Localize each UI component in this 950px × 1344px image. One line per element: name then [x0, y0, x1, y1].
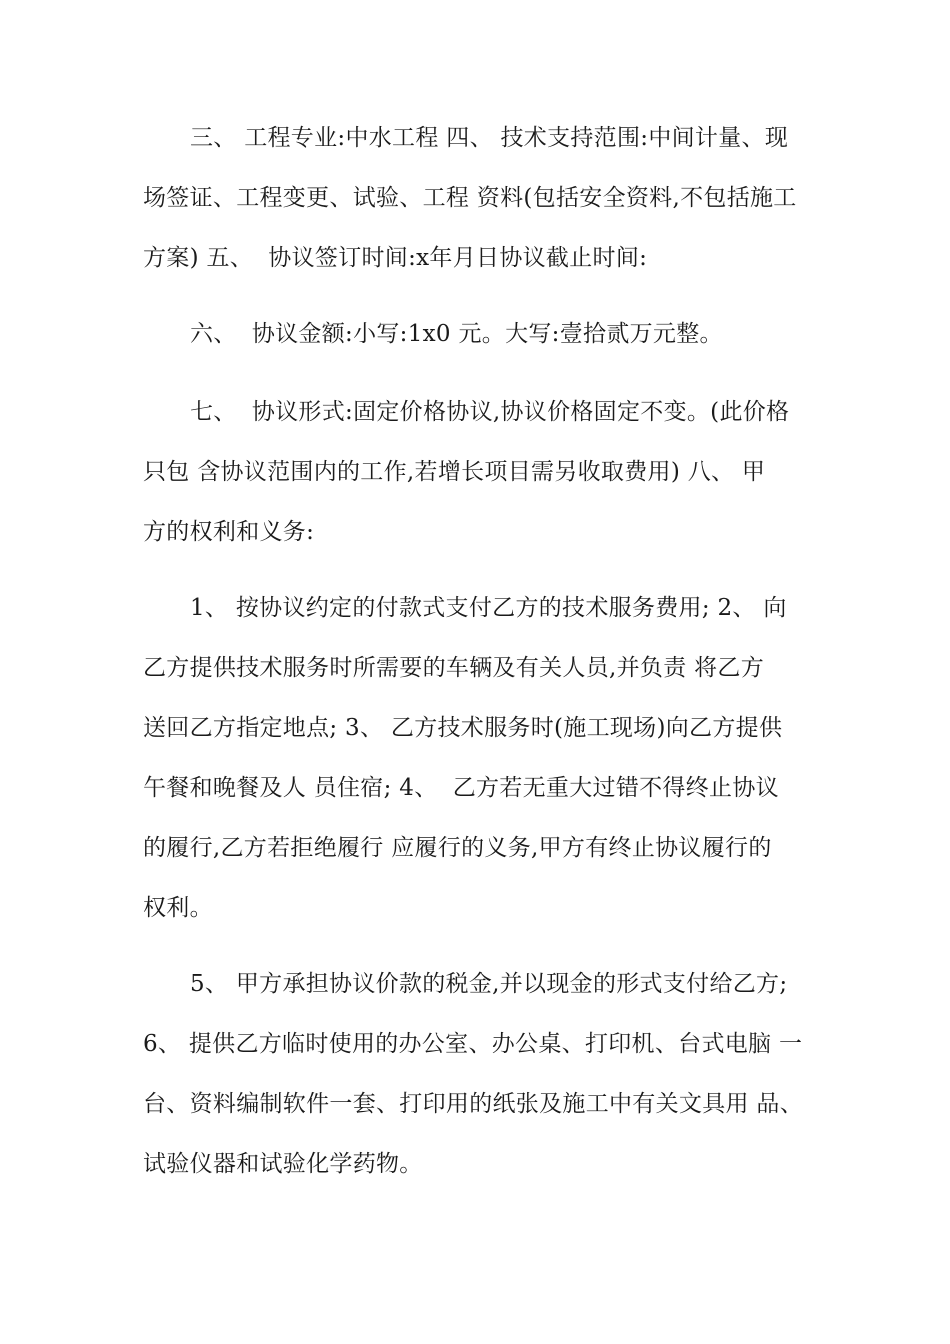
paragraph-2-line-1: 六、 协议金额:小写:1x0 元。大写:壹拾贰万元整。 — [190, 321, 723, 347]
paragraph-4-line-4: 午餐和晚餐及人 员住宿; 4、 乙方若无重大过错不得终止协议 — [143, 775, 779, 801]
paragraph-5-line-3: 台、资料编制软件一套、打印用的纸张及施工中有关文具用 品、 — [143, 1091, 804, 1117]
paragraph-3-line-1: 七、 协议形式:固定价格协议,协议价格固定不变。(此价格 — [190, 399, 790, 425]
paragraph-5-line-4: 试验仪器和试验化学药物。 — [143, 1151, 423, 1177]
paragraph-4-line-6: 权利。 — [143, 895, 213, 921]
paragraph-1-line-2: 场签证、工程变更、试验、工程 资料(包括安全资料,不包括施工 — [143, 185, 797, 211]
paragraph-4-line-1: 1、 按协议约定的付款式支付乙方的技术服务费用; 2、 向 — [190, 595, 787, 621]
paragraph-5-line-1: 5、 甲方承担协议价款的税金,并以现金的形式支付给乙方; — [190, 971, 788, 997]
paragraph-3-line-2: 只包 含协议范围内的工作,若增长项目需另收取费用) 八、 甲 — [143, 459, 766, 485]
paragraph-3-line-3: 方的权利和义务: — [143, 519, 315, 545]
paragraph-4-line-3: 送回乙方指定地点; 3、 乙方技术服务时(施工现场)向乙方提供 — [143, 715, 783, 741]
paragraph-4-line-2: 乙方提供技术服务时所需要的车辆及有关人员,并负责 将乙方 — [143, 655, 765, 681]
paragraph-1-line-1: 三、 工程专业:中水工程 四、 技术支持范围:中间计量、现 — [190, 125, 789, 151]
paragraph-1-line-3: 方案) 五、 协议签订时间:x年月日协议截止时间: — [143, 245, 648, 271]
paragraph-4-line-5: 的履行,乙方若拒绝履行 应履行的义务,甲方有终止协议履行的 — [143, 835, 772, 861]
paragraph-5-line-2: 6、 提供乙方临时使用的办公室、办公桌、打印机、台式电脑 一 — [143, 1031, 803, 1057]
